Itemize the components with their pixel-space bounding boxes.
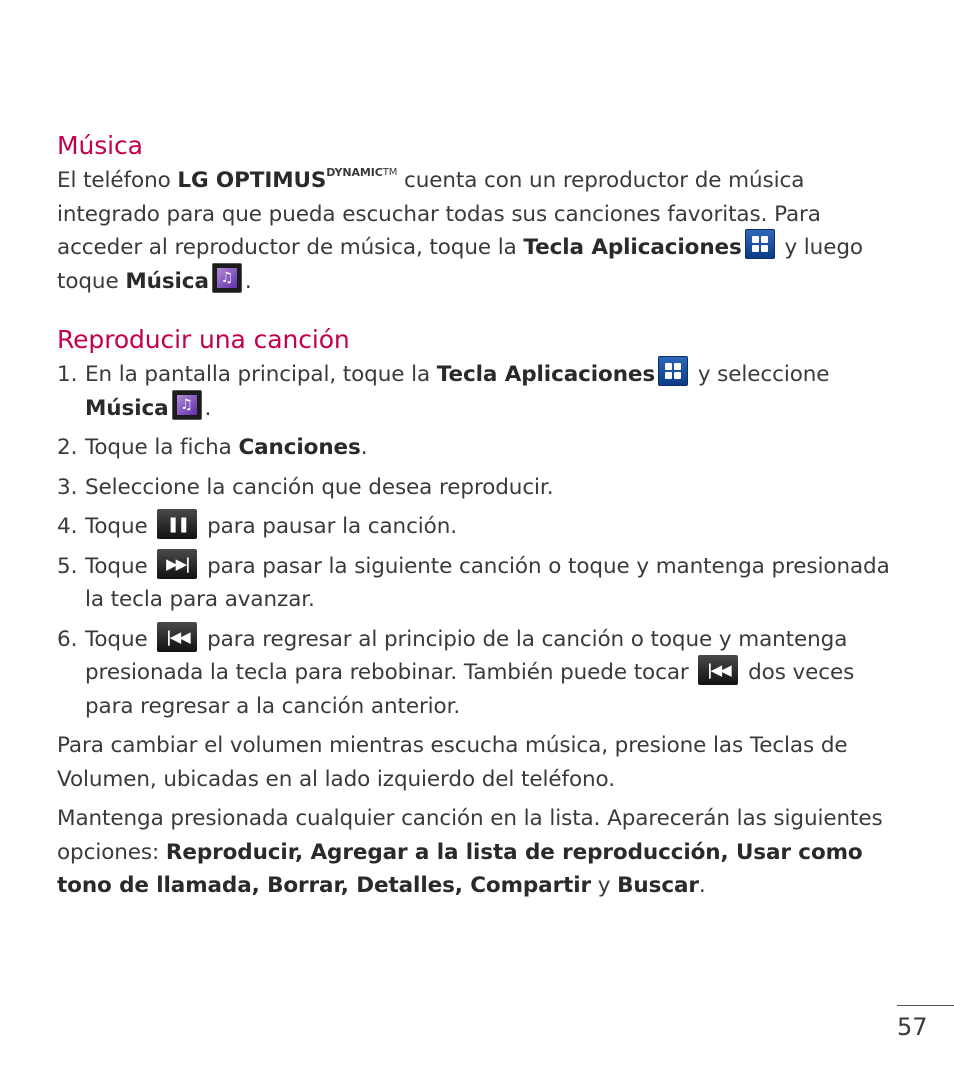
list-item: 3. Seleccione la canción que desea reproducir. [57, 474, 554, 500]
section-heading-play-song: Reproducir una canción [57, 325, 350, 354]
steps-list [57, 358, 892, 723]
trademark-mark: TM [382, 167, 398, 178]
list-item: 2. Toque la ficha Canciones. [57, 435, 368, 460]
previous-track-icon: |◀◀ [698, 655, 738, 685]
apps-grid-icon [745, 229, 775, 259]
list-item: 4. Toque ❚❚ para pausar la canción. [57, 510, 892, 544]
music-note-icon: ♫ [172, 390, 202, 420]
apps-grid-icon [658, 356, 688, 386]
list-item: 6. Toque |◀◀ para regresar al principio de la canción o toque y mantenga presionada la tecla para rebobinar. También puede tocar |◀◀ dos veces para regresar a la canción anterior. [57, 623, 892, 724]
section-heading-music: Música [57, 131, 143, 160]
manual-page-content [57, 128, 892, 903]
music-label: Música [125, 268, 209, 294]
options-paragraph: Mantenga presionada cualquier canción en la lista. Aparecerán las siguientes opciones: Reproducir, Agregar a la lista de reproducción, Usar como tono de llamada, Borrar, Detalles, Compartir y Buscar. [57, 806, 883, 898]
volume-paragraph: Para cambiar el volumen mientras escucha música, presione las Teclas de Volumen, ubicadas en al lado izquierdo del teléfono. [57, 733, 848, 792]
list-item: 1. En la pantalla principal, toque la Tecla Aplicaciones y seleccione Música ♫ . [57, 358, 892, 425]
page-number-divider [897, 1005, 954, 1006]
intro-paragraph: El teléfono LG $OPTIMUS^{DYNAMICTM}$ cuenta con un reproductor de música integrado para que pueda escuchar todas sus canciones favoritas. Para acceder al reproductor de música, toque la Tecla Aplicaciones y luego toque Música ♫ . [57, 166, 863, 294]
brand-superscript: DYNAMIC [326, 166, 383, 179]
music-note-icon: ♫ [212, 263, 242, 293]
page-number: 57 [897, 1013, 928, 1041]
next-track-icon: ▶▶| [157, 549, 197, 579]
previous-track-icon: |◀◀ [157, 622, 197, 652]
list-item: 5. Toque ▶▶| para pasar la siguiente canción o toque y mantenga presionada la tecla para avanzar. [57, 550, 892, 617]
apps-key-label: Tecla Aplicaciones [523, 235, 742, 260]
brand-name: LG OPTIMUS [177, 168, 327, 193]
pause-icon: ❚❚ [157, 509, 197, 539]
